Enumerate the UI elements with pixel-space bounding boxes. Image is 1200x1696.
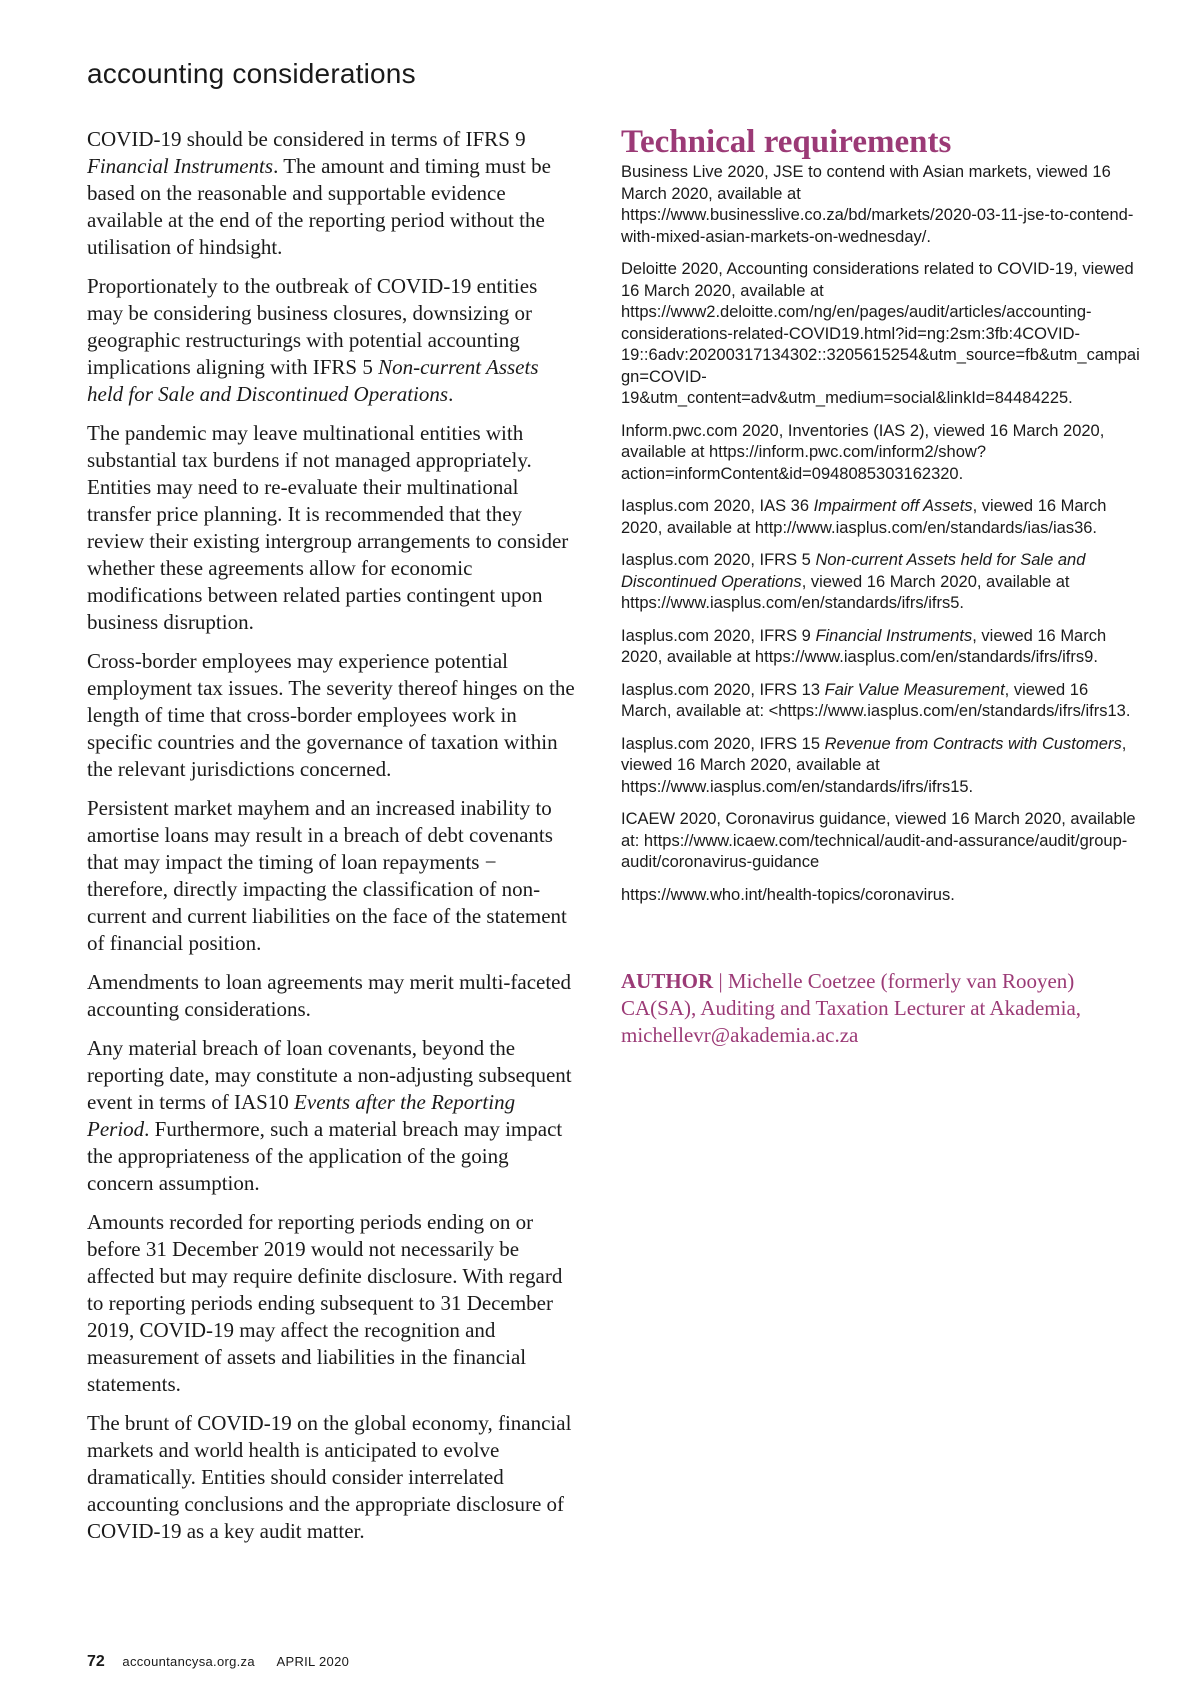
footer-site: accountancysa.org.za: [122, 1654, 255, 1669]
paragraph: The brunt of COVID-19 on the global economy, financial markets and world health is anticipated to evolve dramatically. Entities should consider interrelated accounting conclusions and the appropriate disclosure of COVID-19 as a key audit matter.: [87, 1411, 572, 1543]
paragraph: Any material breach of loan covenants, beyond the reporting date, may constitute a non-adjusting subsequent event in terms of IAS10 Events after the Reporting Period. Furthermore, such a material breach may impact the appropriateness of the application of the going concern assumption.: [87, 1036, 572, 1195]
technical-requirements-section: [621, 124, 1141, 1049]
author-separator: |: [713, 969, 728, 993]
author-credit: [621, 968, 1141, 1049]
paragraph: Amounts recorded for reporting periods ending on or before 31 December 2019 would not necessarily be affected but may require definite disclosure. With regard to reporting periods ending subsequent to 31 December 2019, COVID-19 may affect the recognition and measurement of assets and liabilities in the financial statements.: [87, 1210, 563, 1396]
paragraph: Amendments to loan agreements may merit multi-faceted accounting considerations.: [87, 970, 572, 1021]
reference-item: Iasplus.com 2020, IFRS 15 Revenue from Contracts with Customers, viewed 16 March 2020, available at https://www.iasplus.com/en/standards/ifrs/ifrs15.: [621, 734, 1127, 796]
reference-item: https://www.who.int/health-topics/coronavirus.: [621, 885, 955, 904]
page-footer: [87, 1653, 349, 1671]
reference-item: ICAEW 2020, Coronavirus guidance, viewed 16 March 2020, available at: https://www.icaew.com/technical/audit-and-assurance/audit/group-audit/coronavirus-guidance: [621, 810, 1136, 871]
page-number: 72: [87, 1653, 105, 1670]
paragraph: COVID-19 should be considered in terms of IFRS 9 Financial Instruments. The amount and timing must be based on the reasonable and supportable evidence available at the end of the reporting period without the utilisation of hindsight.: [87, 127, 551, 259]
section-label: accounting considerations: [87, 58, 416, 89]
paragraph: The pandemic may leave multinational entities with substantial tax burdens if not managed appropriately. Entities may need to re-evaluate their multinational transfer price planning. It is recommended that they review their existing intergroup arrangements to consider whether these agreements allow for economic modifications between related parties contingent upon business disruption.: [87, 421, 569, 634]
article-body: [87, 126, 575, 1557]
reference-item: Iasplus.com 2020, IFRS 5 Non-current Assets held for Sale and Discontinued Operations, viewed 16 March 2020, available at https://www.iasplus.com/en/standards/ifrs/ifrs5.: [621, 551, 1086, 612]
reference-item: Inform.pwc.com 2020, Inventories (IAS 2), viewed 16 March 2020, available at https://inform.pwc.com/inform2/show?action=informContent&id=0948085303162320.: [621, 421, 1105, 483]
author-text: Michelle Coetzee (formerly van Rooyen) CA(SA), Auditing and Taxation Lecturer at Akademia, michellevr@akademia.ac.za: [621, 969, 1082, 1047]
footer-issue: APRIL 2020: [276, 1654, 350, 1669]
paragraph: Cross-border employees may experience potential employment tax issues. The severity thereof hinges on the length of time that cross-border employees work in specific countries and the governance of taxation within the relevant jurisdictions concerned.: [87, 649, 575, 781]
reference-item: Deloitte 2020, Accounting considerations related to COVID-19, viewed 16 March 2020, available at https://www2.deloitte.com/ng/en/pages/audit/articles/accounting-considerations-related-COVID19.html?id=ng:2sm:3fb:4COVID-19::6adv:20200317134302::3205615254&utm_source=fb&utm_campaign=COVID-19&utm_content=adv&utm_medium=social&linkId=84484225.: [621, 260, 1140, 407]
paragraph: Persistent market mayhem and an increased inability to amortise loans may result in a breach of debt covenants that may impact the timing of loan repayments − therefore, directly impacting the classification of non-current and current liabilities on the face of the statement of financial position.: [87, 796, 567, 955]
paragraph: Proportionately to the outbreak of COVID-19 entities may be considering business closures, downsizing or geographic restructurings with potential accounting implications aligning with IFRS 5 Non-current Assets held for Sale and Discontinued Operations.: [87, 274, 539, 406]
reference-item: Business Live 2020, JSE to contend with Asian markets, viewed 16 March 2020, available at https://www.businesslive.co.za/bd/markets/2020-03-11-jse-to-contend-with-mixed-asian-markets-on-wednesday/.: [621, 163, 1134, 246]
author-label: AUTHOR: [621, 969, 714, 993]
technical-requirements-heading: Technical requirements: [621, 124, 952, 160]
reference-item: Iasplus.com 2020, IFRS 9 Financial Instruments, viewed 16 March 2020, available at https://www.iasplus.com/en/standards/ifrs/ifrs9.: [621, 626, 1107, 666]
reference-item: Iasplus.com 2020, IFRS 13 Fair Value Measurement, viewed 16 March, available at: <https://www.iasplus.com/en/standards/ifrs/ifrs13.: [621, 680, 1131, 720]
reference-item: Iasplus.com 2020, IAS 36 Impairment off Assets, viewed 16 March 2020, available at http://www.iasplus.com/en/standards/ias/ias36.: [621, 497, 1107, 537]
